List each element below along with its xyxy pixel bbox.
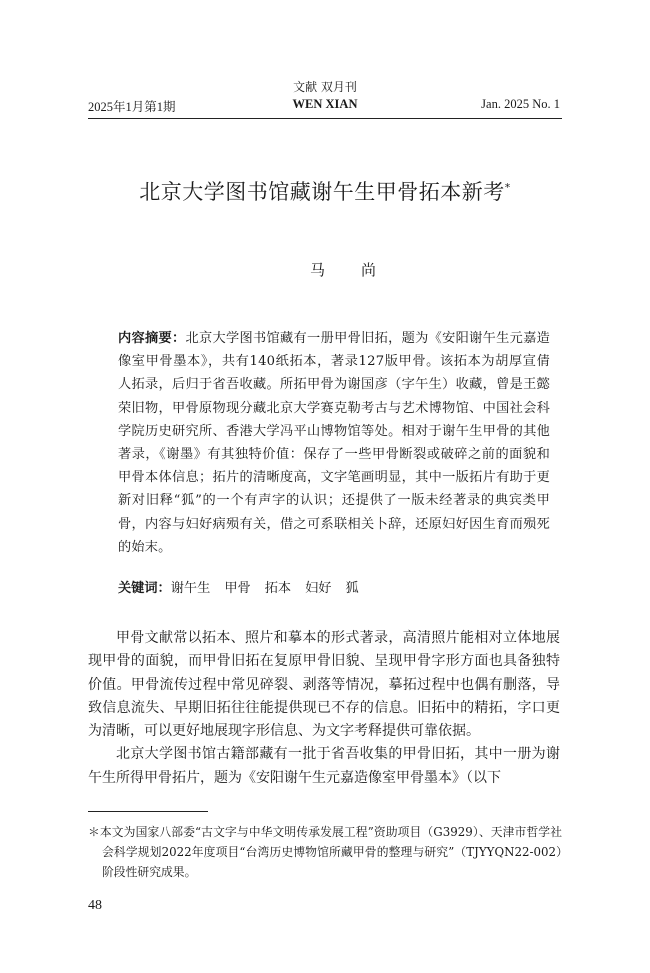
keyword: 妇好 (305, 581, 332, 596)
body-text (88, 627, 560, 790)
keyword: 甲骨 (224, 581, 251, 596)
keyword: 狐 (345, 581, 359, 596)
header-issue-cn: 2025年1月第1期 (88, 100, 176, 114)
page-number: 48 (88, 898, 102, 913)
keywords (118, 577, 550, 600)
abstract (118, 327, 550, 559)
footnote-text: ＊本文为国家八部委“古文字与中华文明传承发展工程”资助项目（G3929）、天津市哲学社会科学规划2022年度项目“台湾历史博物馆所藏甲骨的整理与研究”（TJYYQN22-002）阶段性研究成果。 (88, 825, 562, 879)
body-paragraph: 甲骨文献常以拓本、照片和摹本的形式著录，高清照片能相对立体地展现甲骨的面貌，而甲骨旧拓在复原甲骨旧貌、呈现甲骨字形方面也具备独特价值。甲骨流传过程中常见碎裂、剥落等情况，摹拓过程中也偶有删落，导致信息流失、早期旧拓往往能提供现已不存的信息。旧拓中的精拓，字口更为清晰，可以更好地展现字形信息、为文字考释提供可靠依据。 (88, 630, 560, 740)
title-text: 北京大学图书馆藏谢午生甲骨拓本新考 (139, 180, 505, 204)
article-author: 马尚 (309, 261, 412, 279)
footnote (88, 822, 562, 882)
keyword: 拓本 (264, 581, 292, 596)
keyword: 谢午生 (170, 581, 211, 596)
header-rule (88, 118, 562, 119)
abstract-text: 北京大学图书馆藏有一册甲骨旧拓，题为《安阳谢午生元嘉造像室甲骨墨本》，共有140纸拓本，著录127版甲骨。该拓本为胡厚宣倩人拓录，后归于省吾收藏。所拓甲骨为谢国彦（字午生）收藏，曾是王懿荣旧物，甲骨原物现分藏北京大学赛克勒考古与艺术博物馆、中国社会科学院历史研究所、香港大学冯平山博物馆等处。相对于谢午生甲骨的其他著录，《谢墨》有其独特价值：保存了一些甲骨断裂或破碎之前的面貌和甲骨本体信息；拓片的清晰度高，文字笔画明显，其中一版拓片有助于更新对旧释“狐”的一个有声字的认识；还提供了一版未经著录的典宾类甲骨，内容与妇好病殒有关，借之可系联相关卜辞，还原妇好因生育而殒死的始末。 (118, 331, 551, 555)
journal-name-cn: 文献 双月刊 (293, 80, 357, 94)
title-footnote-mark: * (504, 181, 511, 194)
keywords-label: 关键词： (118, 581, 171, 596)
body-paragraph: 北京大学图书馆古籍部藏有一批于省吾收集的甲骨旧拓，其中一册为谢午生所得甲骨拓片，题为《安阳谢午生元嘉造像室甲骨墨本》（以下 (88, 746, 560, 786)
header-issue-en: Jan. 2025 No. 1 (481, 97, 560, 111)
journal-name-en: WEN XIAN (292, 97, 358, 111)
article-title (0, 176, 650, 206)
footnote-rule (88, 811, 208, 812)
abstract-label: 内容摘要： (118, 331, 186, 346)
